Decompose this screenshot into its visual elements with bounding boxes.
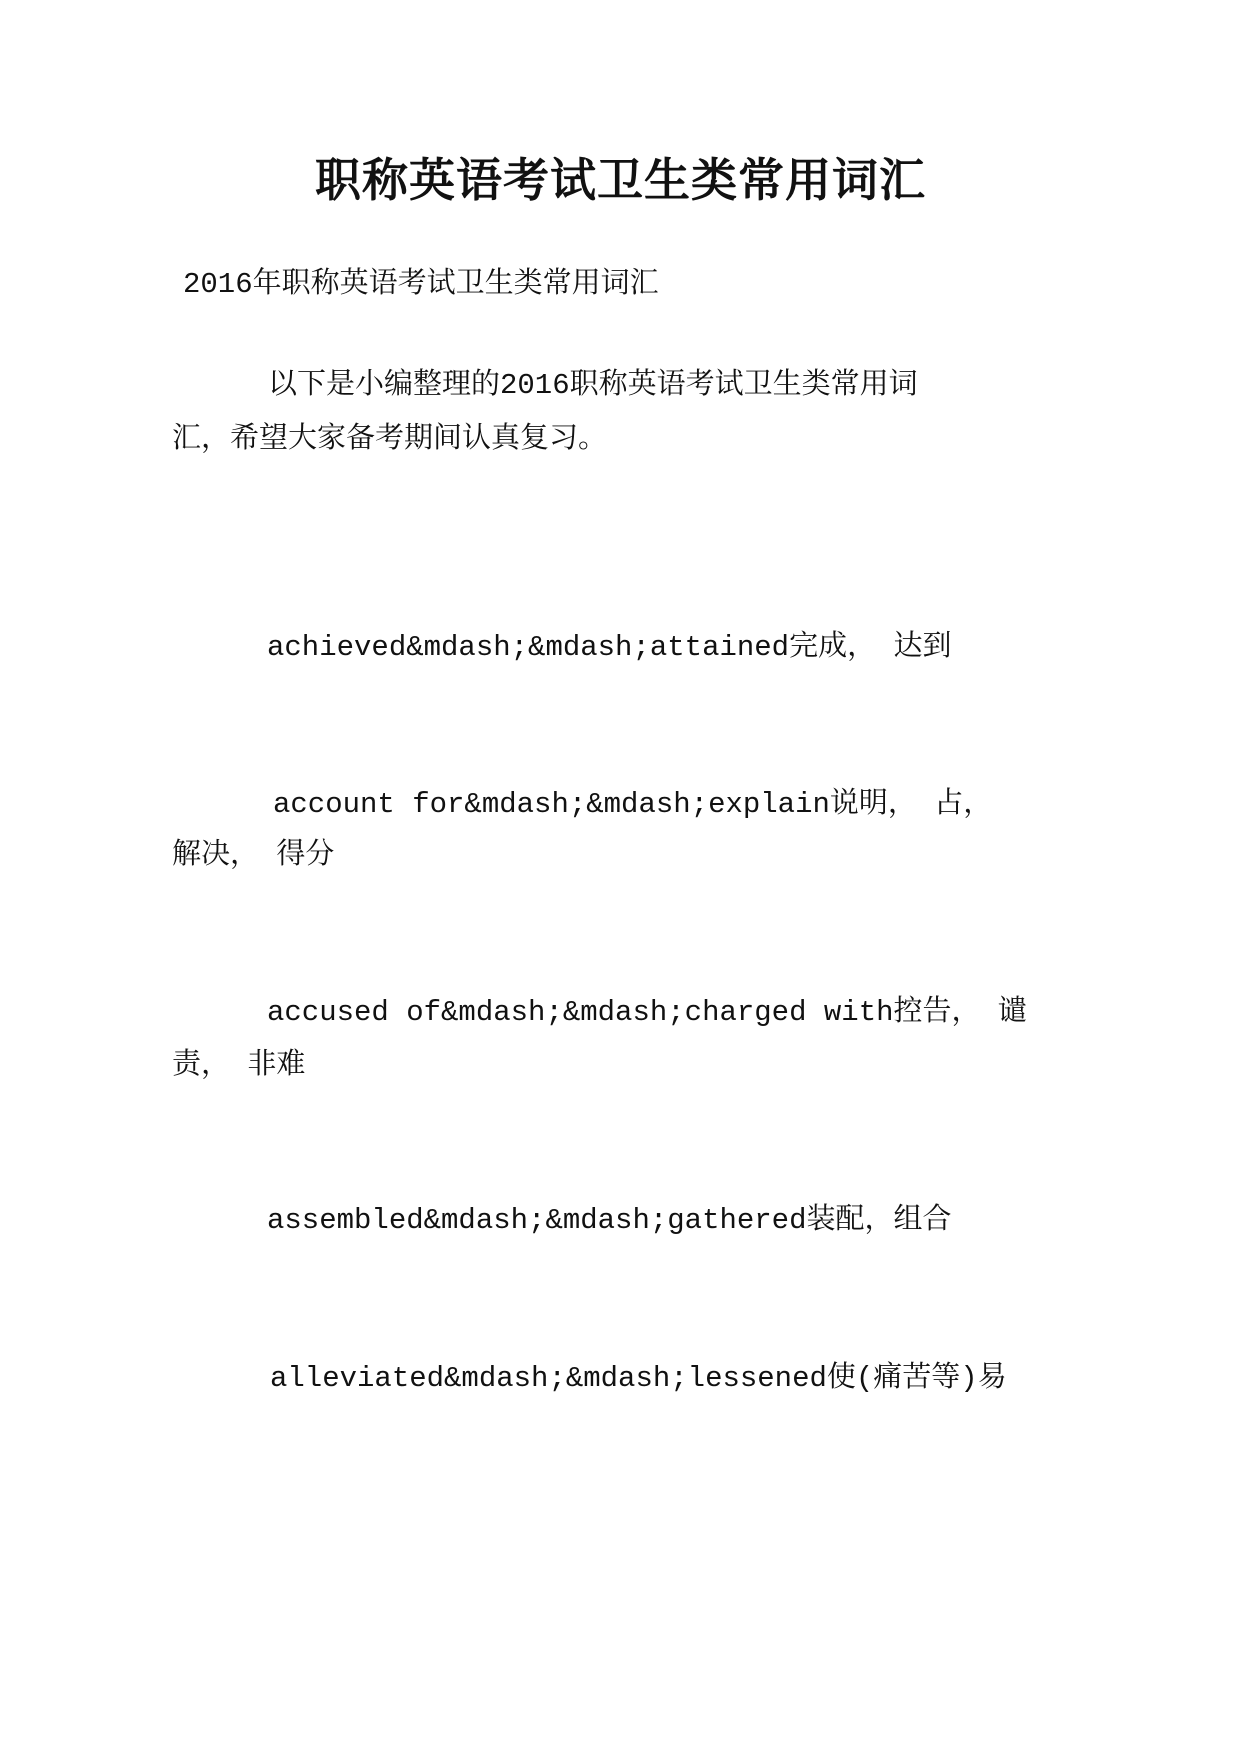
document-title: 职称英语考试卫生类常用词汇: [315, 153, 926, 207]
vocab-entry-5: alleviated&mdash;&mdash;lessened使(痛苦等)易: [270, 1362, 1007, 1395]
intro-line-2: 汇，希望大家备考期间认真复习。: [172, 423, 608, 456]
intro-line-1: 以下是小编整理的2016职称英语考试卫生类常用词: [268, 369, 918, 402]
vocab-entry-1: achieved&mdash;&mdash;attained完成， 达到: [267, 631, 952, 664]
vocab-entry-2-continued: 解决， 得分: [172, 839, 335, 872]
vocab-entry-3-continued: 责， 非难: [172, 1049, 306, 1082]
vocab-entry-3: accused of&mdash;&mdash;charged with控告， 谴: [267, 996, 1027, 1029]
vocab-entry-4: assembled&mdash;&mdash;gathered装配，组合: [267, 1204, 952, 1237]
document-subtitle: 2016年职称英语考试卫生类常用词汇: [183, 268, 659, 301]
vocab-entry-2: account for&mdash;&mdash;explain说明， 占，: [273, 788, 993, 821]
